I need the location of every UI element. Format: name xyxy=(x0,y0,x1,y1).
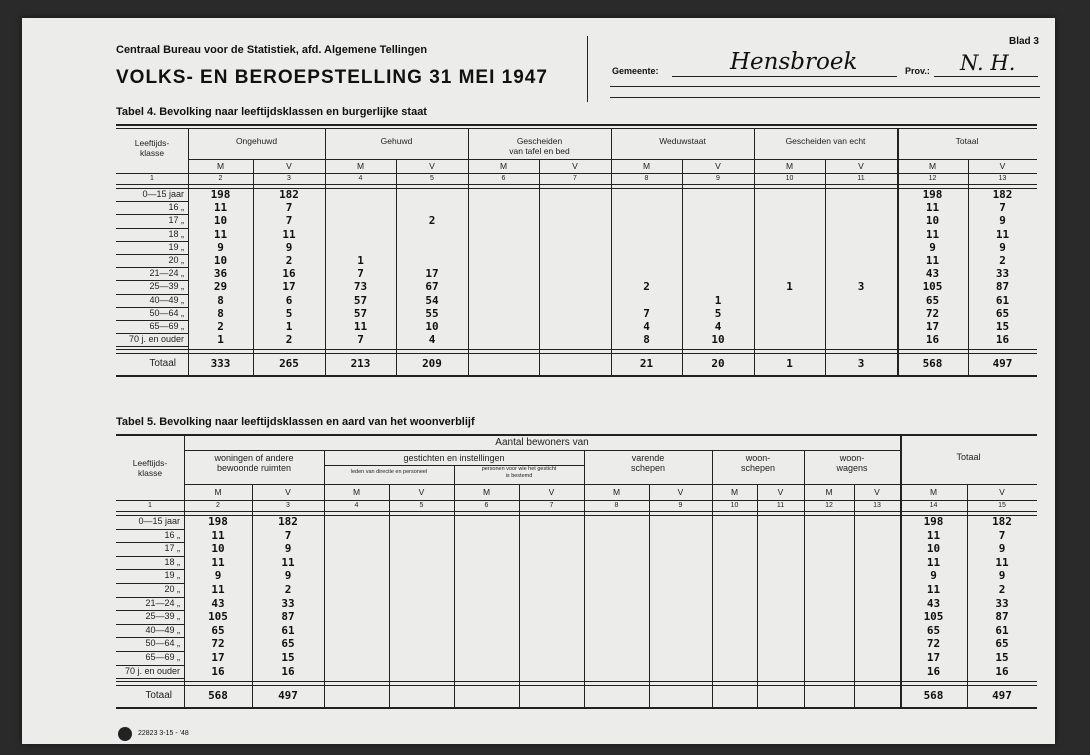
table4-sex-header: M xyxy=(642,161,651,171)
table4-col-number: 2 xyxy=(218,175,223,182)
table5-number-rule xyxy=(116,511,1037,512)
table4-sex-header: V xyxy=(858,161,864,171)
table4-col-divider xyxy=(539,159,540,375)
table5-col-number: 5 xyxy=(419,502,424,509)
table5-sex-header: V xyxy=(777,487,784,497)
table4-age-label: 65—69 „ xyxy=(149,321,184,331)
table4-cell: 29 xyxy=(213,280,228,294)
table5-age-label: 20 „ xyxy=(164,584,180,594)
table5-cell: 16 xyxy=(995,664,1009,678)
table4-cell: 7 xyxy=(285,201,293,215)
table5-col-divider xyxy=(584,450,585,707)
table5-cell: 7 xyxy=(284,528,292,542)
table4-col-divider xyxy=(682,159,683,375)
table4-cell: 2 xyxy=(643,280,650,294)
table4-sex-header: M xyxy=(499,161,508,171)
table5-col-divider xyxy=(324,450,325,707)
table5-col-divider xyxy=(757,484,758,707)
table5-cell: 15 xyxy=(995,651,1009,664)
table5-cell: 11 xyxy=(211,583,225,596)
table5-col-divider xyxy=(389,484,390,707)
table4-cell: 2 xyxy=(285,333,293,347)
table4-cell: 73 xyxy=(353,280,368,294)
table4-cell: 198 xyxy=(210,188,231,201)
table4-cell: 15 xyxy=(995,320,1010,333)
table4-cell: 55 xyxy=(425,306,439,320)
table5-cell: 11 xyxy=(926,583,941,596)
table4-cell: 7 xyxy=(357,267,364,281)
table5-group-rule xyxy=(184,484,1037,485)
table4-cell: 182 xyxy=(992,188,1013,201)
table4-age-label: 16 „ xyxy=(168,202,184,213)
table5-cell: 182 xyxy=(992,515,1012,528)
table5-sex-header: V xyxy=(418,487,425,497)
table4-cell: 9 xyxy=(999,240,1006,254)
table4-cell: 2 xyxy=(217,320,224,333)
table4-age-label: 25—39 „ xyxy=(149,281,184,292)
table4-sex-header: V xyxy=(715,161,721,171)
gemeente-underline xyxy=(672,76,897,77)
table4-cell: 2 xyxy=(999,254,1006,267)
table5-age-label: 65—69 „ xyxy=(145,652,180,662)
table4-total-rule xyxy=(116,353,1037,354)
table5-col-number: 4 xyxy=(354,502,359,509)
table4-cell: 11 xyxy=(282,227,296,241)
table4-cell: 9 xyxy=(999,214,1006,228)
table4-cell: 1 xyxy=(357,254,364,267)
table5-cell: 9 xyxy=(998,569,1006,583)
table4-age-label: 0—15 jaar xyxy=(142,189,184,199)
table4-sex-header: V xyxy=(429,161,435,171)
table4-cell: 9 xyxy=(285,240,293,254)
table5-cell: 16 xyxy=(211,664,225,678)
table4-age-header: Leeftijds- klasse xyxy=(134,138,170,158)
table4-col-divider xyxy=(611,128,612,375)
table4-cell: 7 xyxy=(285,214,293,228)
table4-cell: 36 xyxy=(213,267,228,281)
table5-sex-header: M xyxy=(929,487,938,497)
table4-col-number: 4 xyxy=(358,175,363,182)
table4-group-header: Gescheiden van echt xyxy=(785,136,866,146)
table5-age-label: 40—49 „ xyxy=(145,624,180,635)
table5-total-cell: 568 xyxy=(208,689,228,703)
table5-super-rule xyxy=(184,450,900,451)
table5-cell: 61 xyxy=(995,623,1009,637)
table5-age-label: 0—15 jaar xyxy=(138,516,180,526)
table5-total-rule xyxy=(116,685,1037,686)
table5-col-number: 15 xyxy=(998,502,1006,509)
table5-sex-header: M xyxy=(482,487,491,497)
table4-cell: 8 xyxy=(217,306,224,320)
table4-end-rule xyxy=(116,375,1037,377)
table4-cell: 8 xyxy=(643,333,650,347)
table5-cell: 9 xyxy=(284,569,292,583)
table4-col-number: 6 xyxy=(501,175,506,182)
table4-group-header: Gehuwd xyxy=(380,136,413,146)
header-rule-1 xyxy=(610,86,1040,87)
table4-col-number: 10 xyxy=(785,175,794,182)
gemeente-label: Gemeente: xyxy=(612,66,659,76)
prov-label: Prov.: xyxy=(905,66,930,76)
table5-col-number: 7 xyxy=(549,502,554,509)
table4-sex-header: M xyxy=(356,161,365,171)
table5-col-number: 3 xyxy=(286,502,290,509)
table4-total-label: Totaal xyxy=(149,358,176,370)
table5-cell: 10 xyxy=(211,542,225,556)
table5-end-rule xyxy=(116,707,1037,709)
table4-col-number: 3 xyxy=(287,175,291,182)
table5-sex-header: V xyxy=(874,487,880,497)
header-rule-2 xyxy=(610,97,1040,98)
table5-col-number: 6 xyxy=(484,502,489,509)
table4-total-cell: 213 xyxy=(350,357,371,371)
table5-cell: 43 xyxy=(211,596,225,610)
table4-cell: 65 xyxy=(995,306,1010,320)
table5-title: Tabel 5. Bevolking naar leeftijdsklassen en aard van het woonverblijf xyxy=(116,416,475,428)
table4-sex-header: V xyxy=(286,161,292,171)
table5-cell: 7 xyxy=(998,528,1006,542)
table4-col-number: 5 xyxy=(430,175,434,182)
table4-cell: 1 xyxy=(217,333,224,347)
table5-cell: 11 xyxy=(281,555,295,569)
table5-col-divider xyxy=(854,484,855,707)
table5-cell: 105 xyxy=(923,610,944,624)
table4-col-number: 12 xyxy=(928,175,937,182)
table4-age-label: 19 „ xyxy=(168,241,184,252)
table4-col-number: 11 xyxy=(857,175,865,182)
table4-cell: 8 xyxy=(217,293,224,307)
table5-cell: 9 xyxy=(284,542,292,556)
table5-col-number: 1 xyxy=(148,502,152,509)
table5-age-header: Leeftijds- klasse xyxy=(132,458,168,478)
table5-sex-header: V xyxy=(999,487,1005,497)
table4-col-divider xyxy=(325,128,326,375)
table4-group-header: Weduwstaat xyxy=(659,136,706,146)
table5-data-rule xyxy=(116,515,1037,516)
table5-cell: 11 xyxy=(926,555,941,569)
table5-cell: 87 xyxy=(281,610,295,624)
table4-cell: 11 xyxy=(213,227,228,241)
table5-col-number: 2 xyxy=(216,502,220,509)
table5-age-label: 70 j. en ouder xyxy=(124,665,180,676)
form-title: VOLKS- EN BEROEPSTELLING 31 MEI 1947 xyxy=(116,67,548,88)
table4-col-divider xyxy=(968,159,969,375)
table5-sex-header: V xyxy=(677,487,684,497)
table5-row-rule xyxy=(116,678,184,679)
table4-col-number: 8 xyxy=(644,175,649,182)
table4-cell: 182 xyxy=(279,188,299,201)
table4-cell: 10 xyxy=(213,214,228,228)
table4-cell: 1 xyxy=(285,320,293,333)
table5-age-divider xyxy=(184,436,185,707)
table4-col-number: 9 xyxy=(716,175,720,182)
table4-cell: 11 xyxy=(925,254,940,267)
table5-sex-header: M xyxy=(352,487,361,497)
table4-cell: 4 xyxy=(643,320,650,333)
table4-age-divider xyxy=(188,128,189,375)
table5-cell: 9 xyxy=(998,542,1006,556)
table5-sex-header: V xyxy=(285,487,291,497)
table5-group-header: woon- schepen xyxy=(740,453,776,473)
table5-group-header: woningen of andere bewoonde ruimten xyxy=(214,453,294,473)
table5-col-divider xyxy=(712,450,713,707)
table4-sex-header: V xyxy=(999,161,1006,171)
table4-cell: 9 xyxy=(217,240,224,254)
table4-cell: 11 xyxy=(353,320,368,333)
table5-cell: 9 xyxy=(214,569,222,583)
table5-total-label: Totaal xyxy=(145,690,172,702)
bureau-line: Centraal Bureau voor de Statistiek, afd. Algemene Tellingen xyxy=(116,44,428,56)
table5-cell: 11 xyxy=(926,528,941,542)
table5-cell: 105 xyxy=(208,610,228,624)
table4-cell: 7 xyxy=(999,201,1006,215)
table4-cell: 5 xyxy=(285,306,293,320)
table5-cell: 43 xyxy=(926,596,941,610)
table4-col-number: 1 xyxy=(150,175,154,182)
table4-cell: 54 xyxy=(425,293,439,307)
table4-cell: 5 xyxy=(714,306,722,320)
table5-col-number: 14 xyxy=(929,502,938,509)
printer-seal-icon xyxy=(118,727,132,741)
table4-cell: 4 xyxy=(428,333,436,347)
table5-sex-header: M xyxy=(730,487,739,497)
table4-group-header: Totaal xyxy=(955,136,979,146)
table4-total-divider xyxy=(897,128,899,375)
table4-total-cell: 333 xyxy=(210,357,231,371)
table5-col-number: 8 xyxy=(614,502,619,509)
table5-col-divider xyxy=(252,484,253,707)
table5-age-label: 50—64 „ xyxy=(145,638,180,649)
table5-cell: 198 xyxy=(923,515,944,528)
table5-cell: 65 xyxy=(211,623,225,637)
table4-age-label: 18 „ xyxy=(168,228,184,239)
table4-cell: 105 xyxy=(922,280,943,294)
table4-total-cell: 497 xyxy=(992,357,1013,371)
table4-age-label: 20 „ xyxy=(168,255,184,265)
table4-top-rule xyxy=(116,124,1037,126)
table5-age-label: 25—39 „ xyxy=(145,611,180,622)
table4-total-cell: 568 xyxy=(922,357,943,371)
table5-total-cell: 497 xyxy=(992,689,1012,703)
table4-row-rule xyxy=(116,346,188,347)
table4-age-label: 17 „ xyxy=(168,215,184,226)
table4-total-cell: 20 xyxy=(711,357,725,371)
table4-group-rule xyxy=(188,159,1037,160)
table4-col-divider xyxy=(754,128,755,375)
table5-sex-header: M xyxy=(612,487,621,497)
table5-cell: 198 xyxy=(208,515,228,528)
table5-group-header: woon- wagens xyxy=(836,453,868,473)
table4-col-number: 13 xyxy=(998,175,1007,182)
table5-cell: 65 xyxy=(281,637,295,651)
table4-group-header: Gescheiden van tafel en bed xyxy=(509,136,570,156)
table4-cell: 17 xyxy=(925,320,940,333)
table5-cell: 61 xyxy=(281,623,295,637)
table4-sex-header: M xyxy=(785,161,794,171)
table4-col-divider xyxy=(468,128,469,375)
table5-cell: 15 xyxy=(281,651,295,664)
table4-total-cell: 3 xyxy=(857,357,865,371)
table4-cell: 10 xyxy=(711,333,725,347)
table4-cell: 67 xyxy=(425,280,439,294)
table4-cell: 87 xyxy=(995,280,1010,294)
table4-bottom-rule xyxy=(116,349,1037,350)
table4-col-number: 7 xyxy=(573,175,577,182)
table5-col-divider xyxy=(454,465,455,707)
table4-cell: 198 xyxy=(922,188,943,201)
table4-age-label: 70 j. en ouder xyxy=(128,334,184,345)
table4-cell: 10 xyxy=(213,254,228,267)
table5-cell: 16 xyxy=(926,664,941,678)
table4-sex-header: V xyxy=(572,161,578,171)
table5-cell: 17 xyxy=(926,651,941,664)
table4-sex-header: M xyxy=(928,161,937,171)
table4-cell: 61 xyxy=(995,293,1010,307)
table4-cell: 1 xyxy=(714,293,722,307)
table5-col-number: 13 xyxy=(873,502,881,509)
table5-group-header: gestichten en instellingen xyxy=(403,453,505,463)
table4-cell: 11 xyxy=(925,227,940,241)
table5-cell: 72 xyxy=(926,637,941,651)
table4-cell: 10 xyxy=(425,320,439,333)
table5-col-divider xyxy=(804,450,805,707)
table5-cell: 33 xyxy=(281,596,295,610)
table4-cell: 2 xyxy=(428,214,436,228)
table5-total-cell: 497 xyxy=(278,689,298,703)
header-divider xyxy=(587,36,588,102)
table5-cell: 11 xyxy=(211,528,225,542)
table5-cell: 87 xyxy=(995,610,1009,624)
table4-cell: 17 xyxy=(425,267,439,281)
table5-group-header: Totaal xyxy=(956,452,981,462)
prov-value: N. H. xyxy=(960,51,1016,75)
table4-cell: 17 xyxy=(282,280,296,294)
table4-cell: 16 xyxy=(995,333,1010,347)
table4-cell: 6 xyxy=(285,293,293,307)
table5-group-header: varende schepen xyxy=(630,453,666,473)
table4-cell: 57 xyxy=(353,306,368,320)
table5-cell: 9 xyxy=(930,569,937,583)
table4-age-label: 21—24 „ xyxy=(149,268,184,279)
table4-cell: 11 xyxy=(995,227,1010,241)
gemeente-value: Hensbroek xyxy=(730,49,858,75)
table5-cell: 65 xyxy=(926,623,941,637)
table4-cell: 7 xyxy=(357,333,364,347)
table5-col-number: 10 xyxy=(730,502,739,509)
table5-col-number: 9 xyxy=(678,502,683,509)
table5-sex-header: V xyxy=(548,487,555,497)
table5-cell: 11 xyxy=(995,555,1009,569)
table5-cell: 72 xyxy=(211,637,225,651)
table5-cell: 16 xyxy=(281,664,295,678)
table5-age-label: 18 „ xyxy=(164,556,180,567)
table5-age-label: 21—24 „ xyxy=(145,597,180,608)
table5-sex-header: M xyxy=(214,487,222,497)
table5-cell: 33 xyxy=(995,596,1009,610)
table5-bottom-rule xyxy=(116,681,1037,682)
table5-age-label: 19 „ xyxy=(164,570,180,581)
table5-total-cell: 568 xyxy=(923,689,944,703)
table4-age-label: 40—49 „ xyxy=(149,294,184,305)
table4-cell: 2 xyxy=(285,254,293,267)
prov-underline xyxy=(934,76,1038,77)
table4-total-cell: 265 xyxy=(279,357,299,371)
table4-cell: 11 xyxy=(213,201,228,215)
table4-sex-header: M xyxy=(216,161,225,171)
table4-cell: 65 xyxy=(925,293,940,307)
table5-total-divider xyxy=(900,436,902,707)
table4-cell: 4 xyxy=(714,320,722,333)
sheet-number: Blad 3 xyxy=(1008,36,1039,47)
table5-cell: 65 xyxy=(995,637,1009,651)
table4-age-label: 50—64 „ xyxy=(149,307,184,318)
table5-cell: 182 xyxy=(278,515,298,528)
table4-title: Tabel 4. Bevolking naar leeftijdsklassen en burgerlijke staat xyxy=(116,106,427,118)
table4-col-divider xyxy=(825,159,826,375)
table4-cell: 11 xyxy=(925,201,940,215)
table4-total-cell: 1 xyxy=(786,357,793,371)
table4-col-divider xyxy=(253,159,254,375)
table5-age-label: 16 „ xyxy=(164,529,180,540)
table5-col-divider xyxy=(649,484,650,707)
table4-cell: 9 xyxy=(929,240,936,254)
table5-col-divider xyxy=(967,484,968,707)
table4-cell: 43 xyxy=(925,267,940,281)
table4-total-cell: 21 xyxy=(639,357,654,371)
table4-cell: 57 xyxy=(353,293,368,307)
table5-supergroup-header: Aantal bewoners van xyxy=(495,437,589,448)
table4-cell: 72 xyxy=(925,306,940,320)
table4-cell: 33 xyxy=(995,267,1010,281)
table4-total-cell: 209 xyxy=(422,357,442,371)
table5-col-number: 11 xyxy=(776,502,785,509)
table4-cell: 3 xyxy=(857,280,865,294)
table5-cell: 17 xyxy=(211,651,225,664)
table5-cell: 2 xyxy=(284,583,292,596)
table5-sex-header: M xyxy=(825,487,833,497)
table4-col-divider xyxy=(396,159,397,375)
table5-col-divider xyxy=(519,484,520,707)
table4-group-header: Ongehuwd xyxy=(235,136,278,146)
table5-subgroup-header: personen voor wie het gesticht is bestemd xyxy=(481,466,557,479)
print-code: 22823 3-15 - '48 xyxy=(138,730,189,737)
table5-cell: 10 xyxy=(926,542,941,556)
table4-cell: 16 xyxy=(925,333,940,347)
table5-cell: 11 xyxy=(211,555,225,569)
table4-cell: 10 xyxy=(925,214,940,228)
census-form-sheet xyxy=(22,18,1055,744)
table5-age-label: 17 „ xyxy=(164,543,180,554)
table4-cell: 1 xyxy=(786,280,793,294)
table4-cell: 7 xyxy=(643,306,650,320)
table5-col-number: 12 xyxy=(825,502,833,509)
table5-top-rule xyxy=(116,434,1037,436)
table5-cell: 2 xyxy=(998,583,1006,596)
table5-subgroup-header: leden van directie en personeel xyxy=(350,469,428,475)
table4-cell: 16 xyxy=(282,267,296,281)
